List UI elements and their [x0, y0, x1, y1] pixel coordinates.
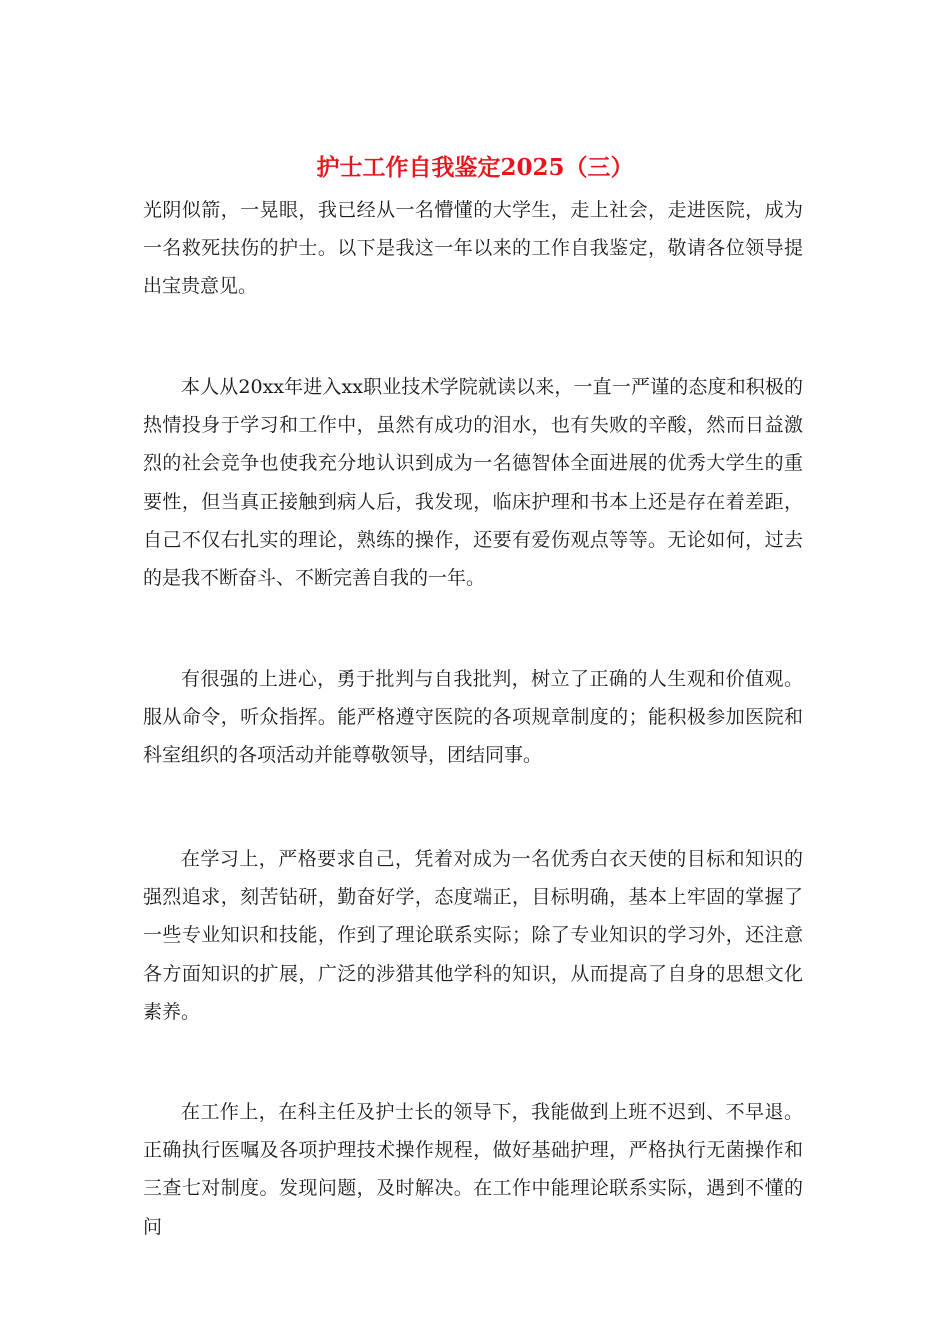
paragraph-work: 在工作上，在科主任及护士长的领导下，我能做到上班不迟到、不早退。正确执行医嘱及各项护理技术操作规程，做好基础护理，严格执行无菌操作和三查七对制度。发现问题，及时解决。在工作中能理论联系实际，遇到不懂的问 [143, 1101, 803, 1238]
document-title: 护士工作自我鉴定2025（三） [316, 154, 634, 181]
paragraph-study: 在学习上，严格要求自己，凭着对成为一名优秀白衣天使的目标和知识的强烈追求，刻苦钻研，勤奋好学，态度端正，目标明确，基本上牢固的掌握了一些专业知识和技能，作到了理论联系实际；除了专业知识的学习外，还注意各方面知识的扩展，广泛的涉猎其他学科的知识，从而提高了自身的思想文化素养。 [143, 848, 803, 1023]
paragraph-attitude: 有很强的上进心，勇于批判与自我批判，树立了正确的人生观和价值观。服从命令，听众指挥。能严格遵守医院的各项规章制度的；能积极参加医院和科室组织的各项活动并能尊敬领导，团结同事。 [143, 668, 803, 767]
paragraph-intro: 光阴似箭，一晃眼，我已经从一名懵懂的大学生，走上社会，走进医院，成为一名救死扶伤的护士。以下是我这一年以来的工作自我鉴定，敬请各位领导提出宝贵意见。 [143, 199, 803, 298]
paragraph-background: 本人从20xx年进入xx职业技术学院就读以来，一直一严谨的态度和积极的热情投身于学习和工作中，虽然有成功的泪水，也有失败的辛酸，然而日益激烈的社会竞争也使我充分地认识到成为一名德智体全面进展的优秀大学生的重要性，但当真正接触到病人后，我发现，临床护理和书本上还是存在着差距，自己不仅右扎实的理论，熟练的操作，还要有爱伤观点等等。无论如何，过去的是我不断奋斗、不断完善自我的一年。 [143, 376, 803, 590]
